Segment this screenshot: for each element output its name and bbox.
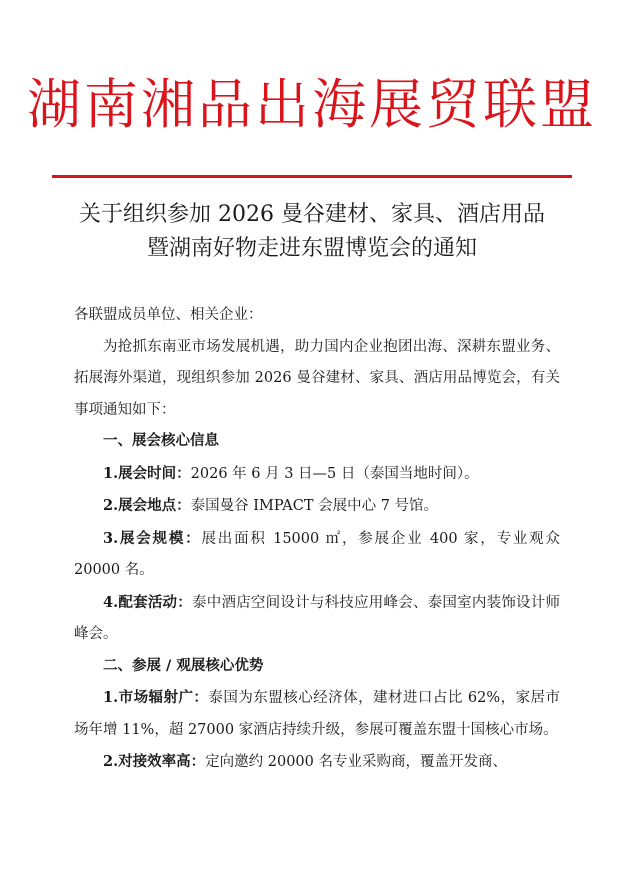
item-label: 1.市场辐射广： [103,689,209,706]
salutation: 各联盟成员单位、相关企业： [74,307,263,323]
list-item [74,458,560,491]
title-line-1: 关于组织参加 2026 曼谷建材、家具、酒店用品 [79,202,545,227]
document-body [74,300,560,779]
item-label: 2.展会地点： [103,497,191,514]
item-text: 泰中酒店空间设计与科技应用峰会、泰国室内装饰设计师峰会。 [74,594,561,642]
list-item [74,587,560,651]
item-label: 3.展会规模： [103,529,202,547]
item-text: 展出面积 15000 ㎡，参展企业 400 家，专业观众 20000 名。 [74,530,560,578]
item-text: 定向邀约 20000 名专业采购商，覆盖开发商、 [205,754,507,770]
red-divider-rule [52,175,572,178]
item-text: 泰国曼谷 IMPACT 会展中心 7 号馆。 [190,498,439,514]
title-line-2: 暨湖南好物走进东盟博览会的通知 [146,236,477,261]
list-item [74,523,560,587]
intro-paragraph: 为抢抓东南亚市场发展机遇，助力国内企业抱团出海、深耕东盟业务、拓展海外渠道，现组织参加 2026 曼谷建材、家具、酒店用品博览会，有关事项通知如下： [74,338,560,418]
section-heading-1: 一、展会核心信息 [103,433,219,449]
list-item [74,746,560,779]
item-text: 2026 年 6 月 3 日—5 日（泰国当地时间）。 [190,465,479,482]
list-item [74,682,560,746]
item-text: 泰国为东盟核心经济体，建材进口占比 62%，家居市场年增 11%，超 27000 家酒店持续升级，参展可覆盖东盟十国核心市场。 [74,690,560,738]
item-label: 4.配套活动： [103,593,193,611]
document-title [60,198,564,266]
section-heading-2: 二、参展 / 观展核心优势 [103,657,264,674]
org-name-header: 湖南湘品出海展贸联盟 [27,73,597,136]
item-label: 2.对接效率高： [103,753,206,770]
list-item [74,490,560,523]
item-label: 1.展会时间： [103,464,191,482]
